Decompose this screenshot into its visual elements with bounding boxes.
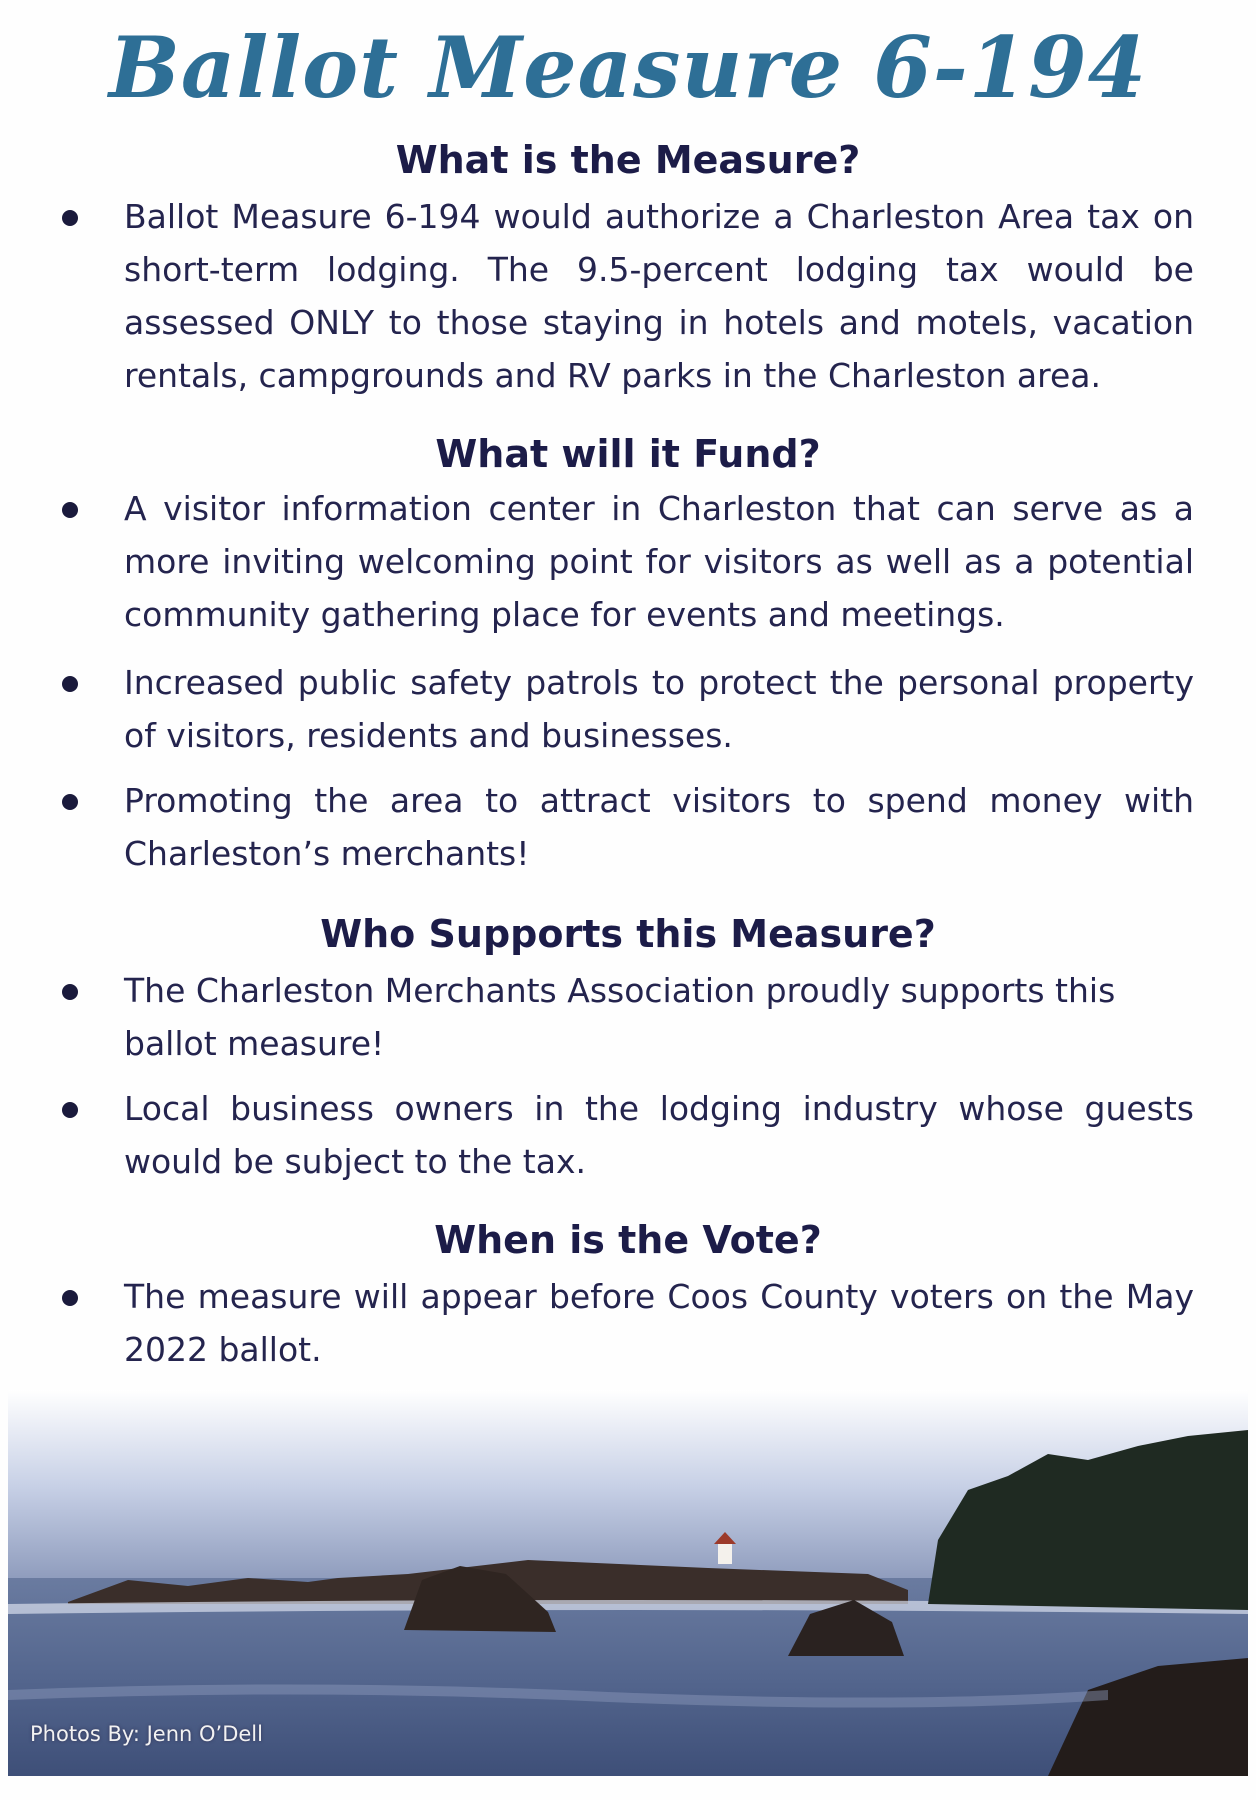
bullet-icon: [62, 1290, 78, 1306]
section-heading-fund: What will it Fund?: [435, 432, 821, 476]
coastline-photo: [8, 1390, 1248, 1776]
supporter-lodging-owners: Local business owners in the lodging industry whose guests would be subject to the tax.: [124, 1089, 1194, 1181]
bullet-icon: [62, 210, 78, 226]
measure-description: Ballot Measure 6-194 would authorize a Charleston Area tax on short-term lodging. The 9.5-percent lodging tax would be assessed ONLY to those staying in hotels and motels, vacation rentals, campgrounds and RV parks in the Charleston area.: [124, 197, 1194, 395]
coastline-illustration: [8, 1390, 1248, 1776]
bullet-icon: [62, 1102, 78, 1118]
photo-credit: Photos By: Jenn O’Dell: [30, 1722, 263, 1746]
bullet-icon: [62, 502, 78, 518]
bullet-icon: [62, 984, 78, 1000]
vote-date: The measure will appear before Coos County voters on the May 2022 ballot.: [124, 1277, 1194, 1369]
section-heading-measure: What is the Measure?: [395, 138, 861, 182]
bullet-icon: [62, 676, 78, 692]
fund-item-safety-patrols: Increased public safety patrols to protect the personal property of visitors, residents and businesses.: [124, 663, 1194, 755]
lighthouse: [718, 1542, 732, 1564]
supporter-merchants-association: The Charleston Merchants Association proudly supports this ballot measure!: [124, 971, 1116, 1063]
section-heading-vote: When is the Vote?: [434, 1218, 822, 1262]
fund-item-promotion: Promoting the area to attract visitors to spend money with Charleston’s merchants!: [124, 781, 1194, 873]
flyer-title: Ballot Measure 6-194: [108, 18, 1148, 117]
bullet-icon: [62, 794, 78, 810]
section-heading-supporters: Who Supports this Measure?: [320, 912, 936, 956]
fund-item-visitor-center: A visitor information center in Charleston that can serve as a more inviting welcoming point for visitors as well as a potential community gathering place for events and meetings.: [124, 489, 1194, 634]
